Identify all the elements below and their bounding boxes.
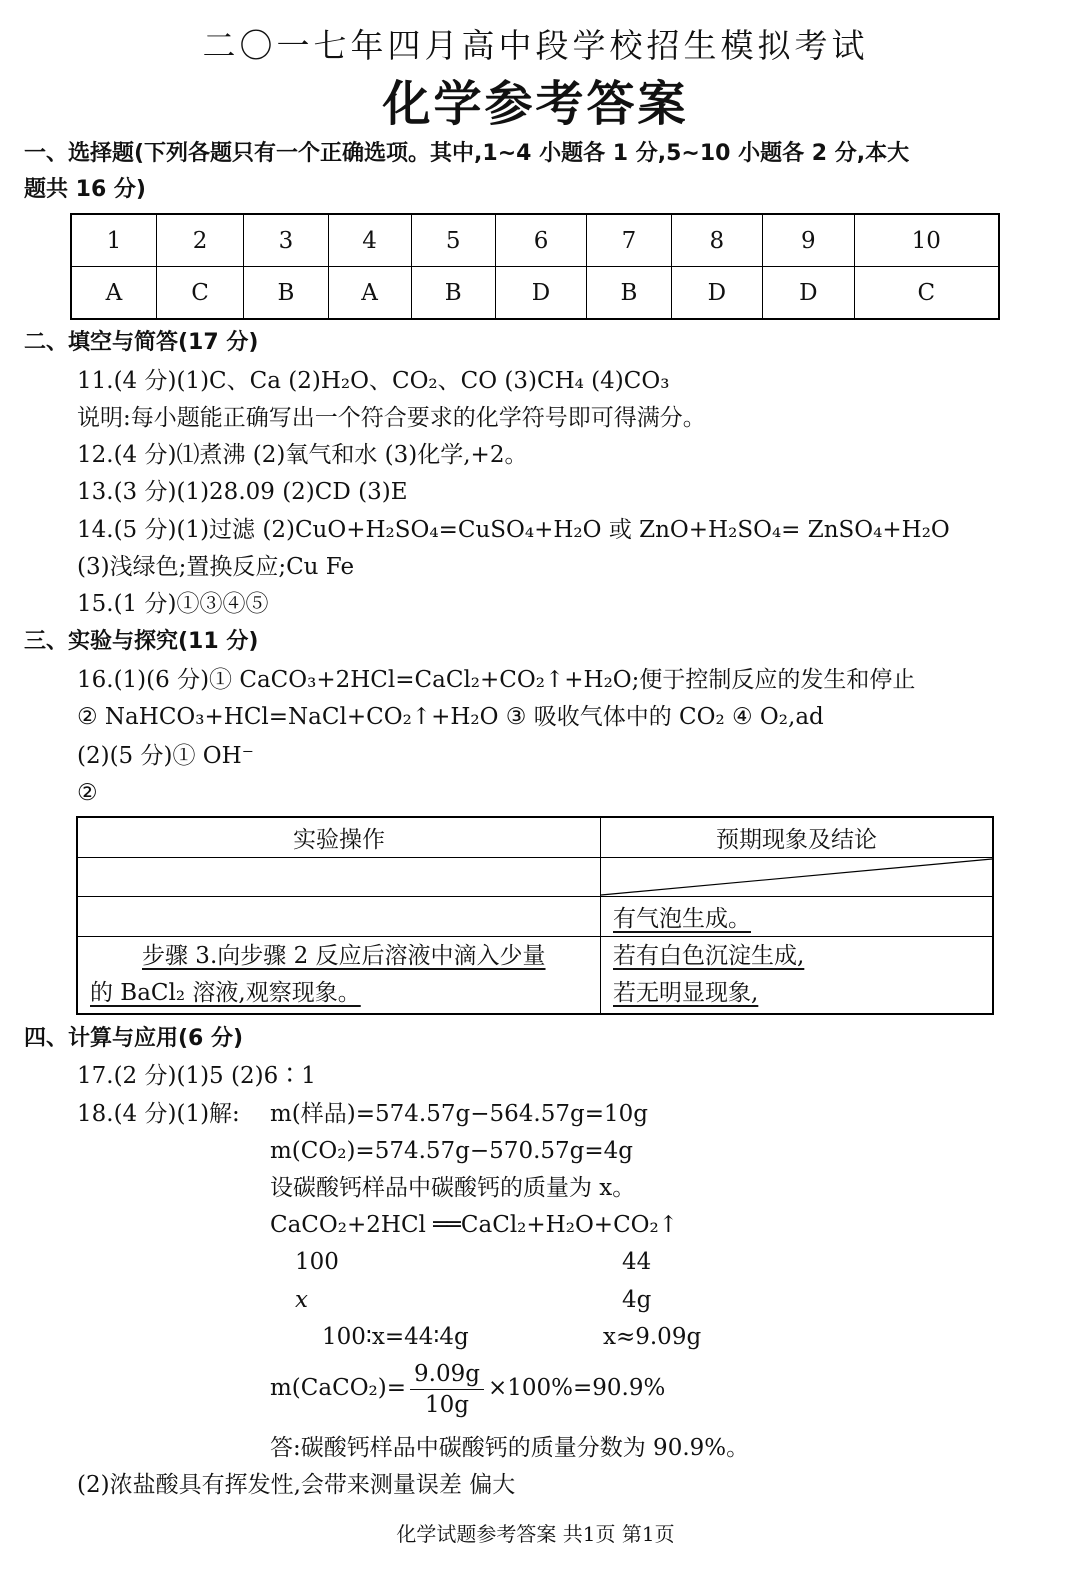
answer-cell: D	[495, 267, 587, 320]
exam-title: 二〇一七年四月高中段学校招生模拟考试	[202, 26, 869, 65]
document-title: 化学参考答案	[382, 76, 689, 132]
answer-cell: C	[156, 267, 244, 320]
answer-cell: B	[587, 267, 671, 320]
result-text: 有气泡生成。	[613, 905, 751, 932]
answer-line-q17: 17.(2 分)(1)5 (2)6∶1	[77, 1063, 316, 1089]
answer-line-q18-2: (2)浓盐酸具有挥发性,会带来测量误差 偏大	[77, 1472, 516, 1498]
question-number: 1	[71, 214, 156, 267]
result-x: x≈9.09g	[603, 1324, 702, 1350]
fraction	[410, 1359, 484, 1420]
answer-cell: C	[854, 267, 999, 320]
answer-line-q14-3: (3)浅绿色;置换反应;Cu Fe	[77, 554, 355, 580]
question-number: 8	[671, 214, 763, 267]
proportion: 100∶x=44∶4g	[322, 1324, 469, 1350]
answer-cell: D	[763, 267, 855, 320]
answer-line-q16-2b: ②	[77, 780, 98, 806]
mass-fraction-formula	[270, 1358, 665, 1420]
result-cell	[601, 936, 994, 1014]
result-cell	[601, 896, 994, 936]
reaction-equation: CaCO₂+2HCl ══CaCl₂+H₂O+CO₂↑	[270, 1212, 679, 1238]
calc-sample-mass: m(样品)=574.57g−564.57g=10g	[270, 1101, 648, 1127]
question-number: 9	[763, 214, 855, 267]
experiment-row-3	[77, 936, 993, 1014]
operation-cell	[77, 936, 601, 1014]
answer-line-q16-1: 16.(1)(6 分)① CaCO₃+2HCl=CaCl₂+CO₂↑+H₂O;便于控制反应的发生和停止	[77, 667, 916, 693]
fraction-denominator: 10g	[424, 1391, 469, 1418]
answer-line-q18-prefix: 18.(4 分)(1)解:	[77, 1101, 240, 1127]
answer-cell: D	[671, 267, 763, 320]
operation-text-line2: 的 BaCl₂ 溶液,观察现象。	[90, 979, 361, 1006]
fraction-prefix: m(CaCO₂)=	[270, 1375, 407, 1401]
answer-line-q16-2: (2)(5 分)① OH⁻	[77, 743, 254, 769]
question-number: 7	[587, 214, 671, 267]
answer-cell: B	[244, 267, 328, 320]
question-number: 10	[854, 214, 999, 267]
answer-line-q14: 14.(5 分)(1)过滤 (2)CuO+H₂SO₄=CuSO₄+H₂O 或 ZnO+H₂SO₄= ZnSO₄+H₂O	[77, 517, 950, 543]
answer-line-q12: 12.(4 分)⑴煮沸 (2)氧气和水 (3)化学,+2。	[77, 442, 528, 468]
result-text-line1: 若有白色沉淀生成,	[613, 942, 805, 969]
section1-heading-line1: 一、选择题(下列各题只有一个正确选项。其中,1~4 小题各 1 分,5~10 小题各 2 分,本大	[24, 141, 910, 166]
section1-heading-line2: 题共 16 分)	[24, 177, 146, 202]
question-number-row	[71, 214, 999, 267]
answer-cell: B	[411, 267, 495, 320]
answer-line-q11: 11.(4 分)(1)C、Ca (2)H₂O、CO₂、CO (3)CH₄ (4)CO₃	[77, 368, 670, 394]
operation-cell-empty	[77, 857, 601, 896]
header-operation: 实验操作	[77, 817, 601, 857]
experiment-row-2	[77, 896, 993, 936]
molar-mass-caco3: 100	[295, 1249, 339, 1275]
section2-heading: 二、填空与简答(17 分)	[24, 330, 259, 355]
question-number: 3	[244, 214, 328, 267]
calc-co2-mass: m(CO₂)=574.57g−570.57g=4g	[270, 1138, 634, 1164]
answer-cell: A	[328, 267, 411, 320]
operation-cell-empty	[77, 896, 601, 936]
choice-answer-table	[70, 213, 1000, 320]
answer-line-q15: 15.(1 分)①③④⑤	[77, 591, 269, 617]
page-footer: 化学试题参考答案 共1页 第1页	[396, 1522, 675, 1546]
answer-cell: A	[71, 267, 156, 320]
fraction-numerator: 9.09g	[410, 1359, 484, 1390]
question-number: 6	[495, 214, 587, 267]
section4-heading: 四、计算与应用(6 分)	[24, 1026, 244, 1051]
question-number: 2	[156, 214, 244, 267]
molar-mass-co2: 44	[622, 1249, 652, 1275]
calc-assumption: 设碳酸钙样品中碳酸钙的质量为 x。	[270, 1175, 636, 1201]
header-result: 预期现象及结论	[601, 817, 994, 857]
result-text-line2: 若无明显现象,	[613, 979, 759, 1006]
question-number: 5	[411, 214, 495, 267]
question-number: 4	[328, 214, 411, 267]
answer-row	[71, 267, 999, 320]
co2-mass-value: 4g	[622, 1287, 652, 1313]
fraction-suffix: ×100%=90.9%	[487, 1375, 666, 1401]
result-cell-diagonal	[601, 857, 994, 896]
final-answer: 答:碳酸钙样品中碳酸钙的质量分数为 90.9%。	[270, 1435, 750, 1461]
note-line: 说明:每小题能正确写出一个符合要求的化学符号即可得满分。	[77, 405, 706, 431]
answer-line-q16-1b: ② NaHCO₃+HCl=NaCl+CO₂↑+H₂O ③ 吸收气体中的 CO₂ ④ O₂,ad	[77, 704, 824, 730]
operation-text-line1: 步骤 3.向步骤 2 反应后溶液中滴入少量	[142, 942, 546, 969]
answer-line-q13: 13.(3 分)(1)28.09 (2)CD (3)E	[77, 479, 408, 505]
unknown-x: x	[295, 1287, 308, 1313]
diagonal-line-icon	[601, 858, 992, 896]
section3-heading: 三、实验与探究(11 分)	[24, 629, 259, 654]
experiment-table-header	[77, 817, 993, 857]
experiment-row-1	[77, 857, 993, 896]
experiment-table	[76, 816, 994, 1015]
